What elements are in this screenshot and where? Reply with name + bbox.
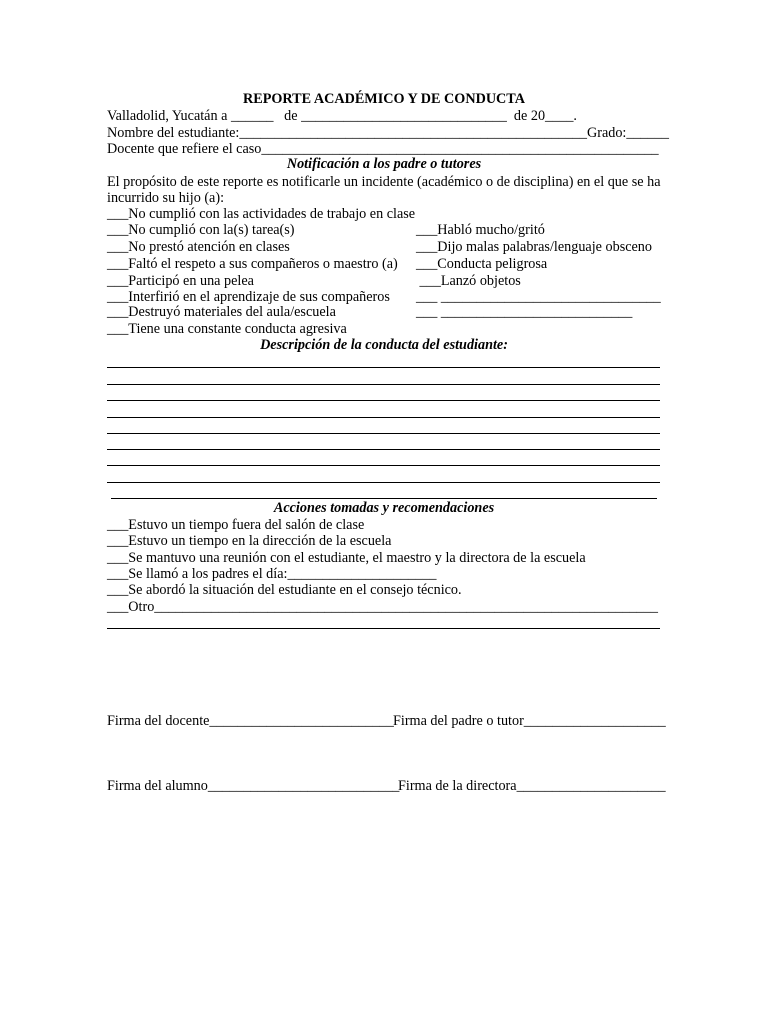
checklist-item-left[interactable]: ___Faltó el respeto a sus compañeros o maestro (a) <box>107 256 398 272</box>
checklist-item-right[interactable]: ___Lanzó objetos <box>416 273 521 289</box>
checklist-item-left[interactable]: ___Interfirió en el aprendizaje de sus compañeros <box>107 289 390 305</box>
checklist-item-left[interactable]: ___Participó en una pelea <box>107 273 254 289</box>
notification-heading: Notificación a los padre o tutores <box>286 156 482 172</box>
description-line[interactable] <box>107 482 660 483</box>
checklist-item-left[interactable]: ___No cumplió con la(s) tarea(s) <box>107 222 295 238</box>
checklist-item-left[interactable]: ___No prestó atención en clases <box>107 239 290 255</box>
action-item-other[interactable]: ___Otro_______________________________________________________________________ <box>107 599 658 615</box>
signature-student[interactable]: Firma del alumno___________________________ <box>107 778 400 794</box>
notification-intro-line-2: incurrido su hijo (a): <box>107 190 225 206</box>
document-title: REPORTE ACADÉMICO Y DE CONDUCTA <box>243 91 525 107</box>
notification-intro-line-1: El propósito de este reporte es notificarle un incidente (académico o de disciplina) en el que se ha <box>107 174 661 190</box>
checklist-item-right[interactable]: ___Conducta peligrosa <box>416 256 548 272</box>
action-item[interactable]: ___Se abordó la situación del estudiante en el consejo técnico. <box>107 582 462 598</box>
actions-heading: Acciones tomadas y recomendaciones <box>273 500 495 516</box>
signature-director[interactable]: Firma de la directora_____________________ <box>398 778 666 794</box>
checklist-item-left[interactable]: ___Destruyó materiales del aula/escuela <box>107 304 336 320</box>
description-line[interactable] <box>107 449 660 450</box>
teacher-line[interactable]: Docente que refiere el caso________________________________________________________ <box>107 141 659 157</box>
description-line[interactable] <box>107 417 660 418</box>
description-line[interactable] <box>111 498 657 499</box>
description-line[interactable] <box>107 384 660 385</box>
description-line[interactable] <box>107 400 660 401</box>
signature-parent[interactable]: Firma del padre o tutor____________________ <box>393 713 666 729</box>
action-item[interactable]: ___Estuvo un tiempo en la dirección de la escuela <box>107 533 392 549</box>
description-line[interactable] <box>107 367 660 368</box>
checklist-item-right[interactable]: ___ ___________________________ <box>416 304 633 320</box>
description-line[interactable] <box>107 433 660 434</box>
description-line[interactable] <box>107 465 660 466</box>
checklist-item-right[interactable]: ___Habló mucho/gritó <box>416 222 545 238</box>
checklist-item-left[interactable]: ___No cumplió con las actividades de trabajo en clase <box>107 206 416 222</box>
actions-extra-line[interactable] <box>107 628 660 629</box>
action-item[interactable]: ___Estuvo un tiempo fuera del salón de clase <box>107 517 365 533</box>
description-heading: Descripción de la conducta del estudiante: <box>260 337 508 353</box>
action-item[interactable]: ___Se mantuvo una reunión con el estudiante, el maestro y la directora de la escuela <box>107 550 586 566</box>
checklist-item-right[interactable]: ___Dijo malas palabras/lenguaje obsceno <box>416 239 652 255</box>
signature-teacher[interactable]: Firma del docente__________________________ <box>107 713 394 729</box>
student-name-line[interactable]: Nombre del estudiante:_________________________________________________Grado:______ <box>107 125 669 141</box>
checklist-item-left[interactable]: ___Tiene una constante conducta agresiva <box>107 321 347 337</box>
place-date-line[interactable]: Valladolid, Yucatán a ______ de _____________________________ de 20____. <box>107 108 577 124</box>
checklist-item-right[interactable]: ___ _______________________________ <box>416 289 661 305</box>
action-item[interactable]: ___Se llamó a los padres el día:_____________________ <box>107 566 437 582</box>
